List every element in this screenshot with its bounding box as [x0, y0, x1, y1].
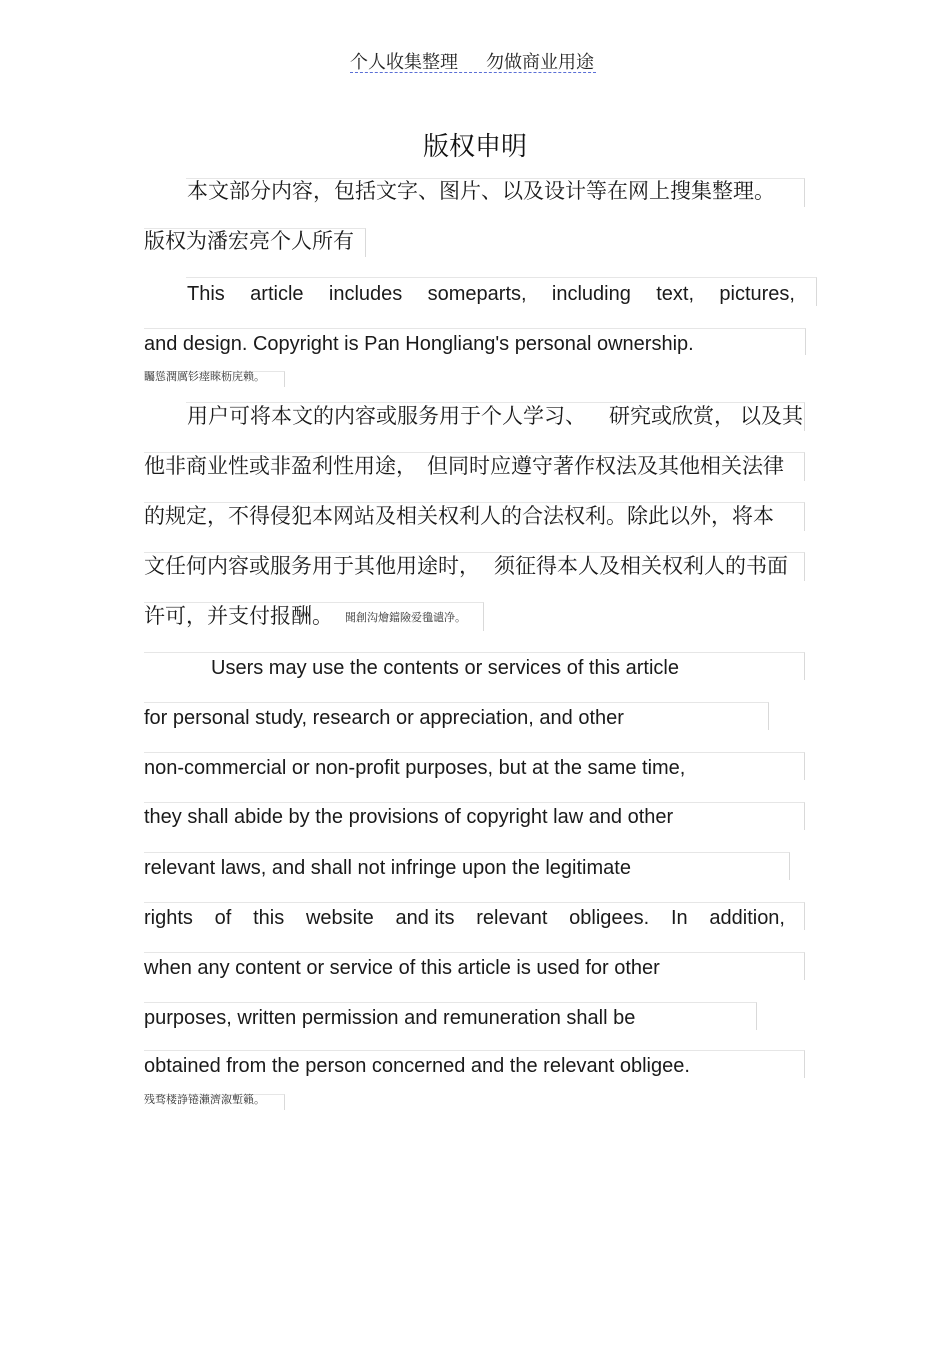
en-word: text,	[656, 283, 695, 305]
en-word: website	[305, 907, 374, 929]
cn-para2-line2b: 但同时应遵守著作权法及其他相关法律	[427, 454, 784, 478]
cn-para1-line2: 版权为潘宏亮个人所有	[144, 229, 354, 253]
header-right-text: 勿做商业用途	[486, 52, 594, 73]
en-para2-line6	[144, 908, 785, 928]
cn-para2-line1c: 以及其	[740, 404, 803, 428]
en-word: article	[250, 283, 304, 305]
en-word: addition,	[709, 907, 785, 929]
en-para2-line9: obtained from the person concerned and the relevant obligee.	[144, 1055, 690, 1077]
en-para2-line3: non-commercial or non-profit purposes, but at the same time,	[144, 757, 686, 779]
garbled-text-inline: 聞創沟燴鐺險爱氇谴净。	[345, 611, 466, 624]
en-para2-line8: purposes, written permission and remuneration shall be	[144, 1007, 636, 1029]
en-para1-line2: and design. Copyright is Pan Hongliang's personal ownership.	[144, 333, 694, 355]
en-word: and its	[395, 907, 455, 929]
cn-para1-line1: 本文部分内容，包括文字、图片、以及设计等在网上搜集整理。	[187, 179, 775, 203]
cn-para2-line4a: 文任何内容或服务用于其他用途时，	[144, 554, 480, 578]
en-word: relevant	[476, 907, 548, 929]
en-word: of	[214, 907, 232, 929]
garbled-text-2: 残骛楼諍锩瀨濟溆塹籟。	[144, 1093, 265, 1106]
en-word: someparts,	[427, 283, 527, 305]
cn-para2-line4b: 须征得本人及相关权利人的书面	[494, 554, 788, 578]
en-para2-line5: relevant laws, and shall not infringe upon the legitimate	[144, 857, 631, 879]
en-word: this	[253, 907, 285, 929]
cn-para2-line1a: 用户可将本文的内容或服务用于个人学习、	[187, 404, 586, 428]
page-header	[350, 48, 596, 73]
cn-para2-line2a: 他非商业性或非盈利性用途，	[144, 454, 417, 478]
en-word: This	[187, 283, 225, 305]
en-word: In	[670, 907, 688, 929]
en-word: including	[551, 283, 631, 305]
en-word: obligees.	[569, 907, 650, 929]
cn-para2-line5: 许可，并支付报酬。	[144, 604, 333, 628]
cn-para2-line1b: 研究或欣赏，	[609, 404, 735, 428]
header-left-text: 个人收集整理	[350, 52, 458, 73]
en-para2-line1: Users may use the contents or services of this article	[211, 657, 679, 679]
en-para2-line2: for personal study, research or appreciation, and other	[144, 707, 624, 729]
en-word: pictures,	[719, 283, 795, 305]
en-para2-line7: when any content or service of this article is used for other	[144, 957, 660, 979]
page-title: 版权申明	[422, 132, 527, 162]
en-word: includes	[328, 283, 403, 305]
en-word: rights	[144, 907, 193, 929]
cn-para2-line3: 的规定，不得侵犯本网站及相关权利人的合法权利。除此以外，将本	[144, 504, 774, 528]
en-para1-line1	[187, 284, 795, 304]
garbled-text-1: 矚慫潤厲钐瘗睞枥庑赖。	[144, 370, 265, 383]
en-para2-line4: they shall abide by the provisions of copyright law and other	[144, 806, 674, 828]
